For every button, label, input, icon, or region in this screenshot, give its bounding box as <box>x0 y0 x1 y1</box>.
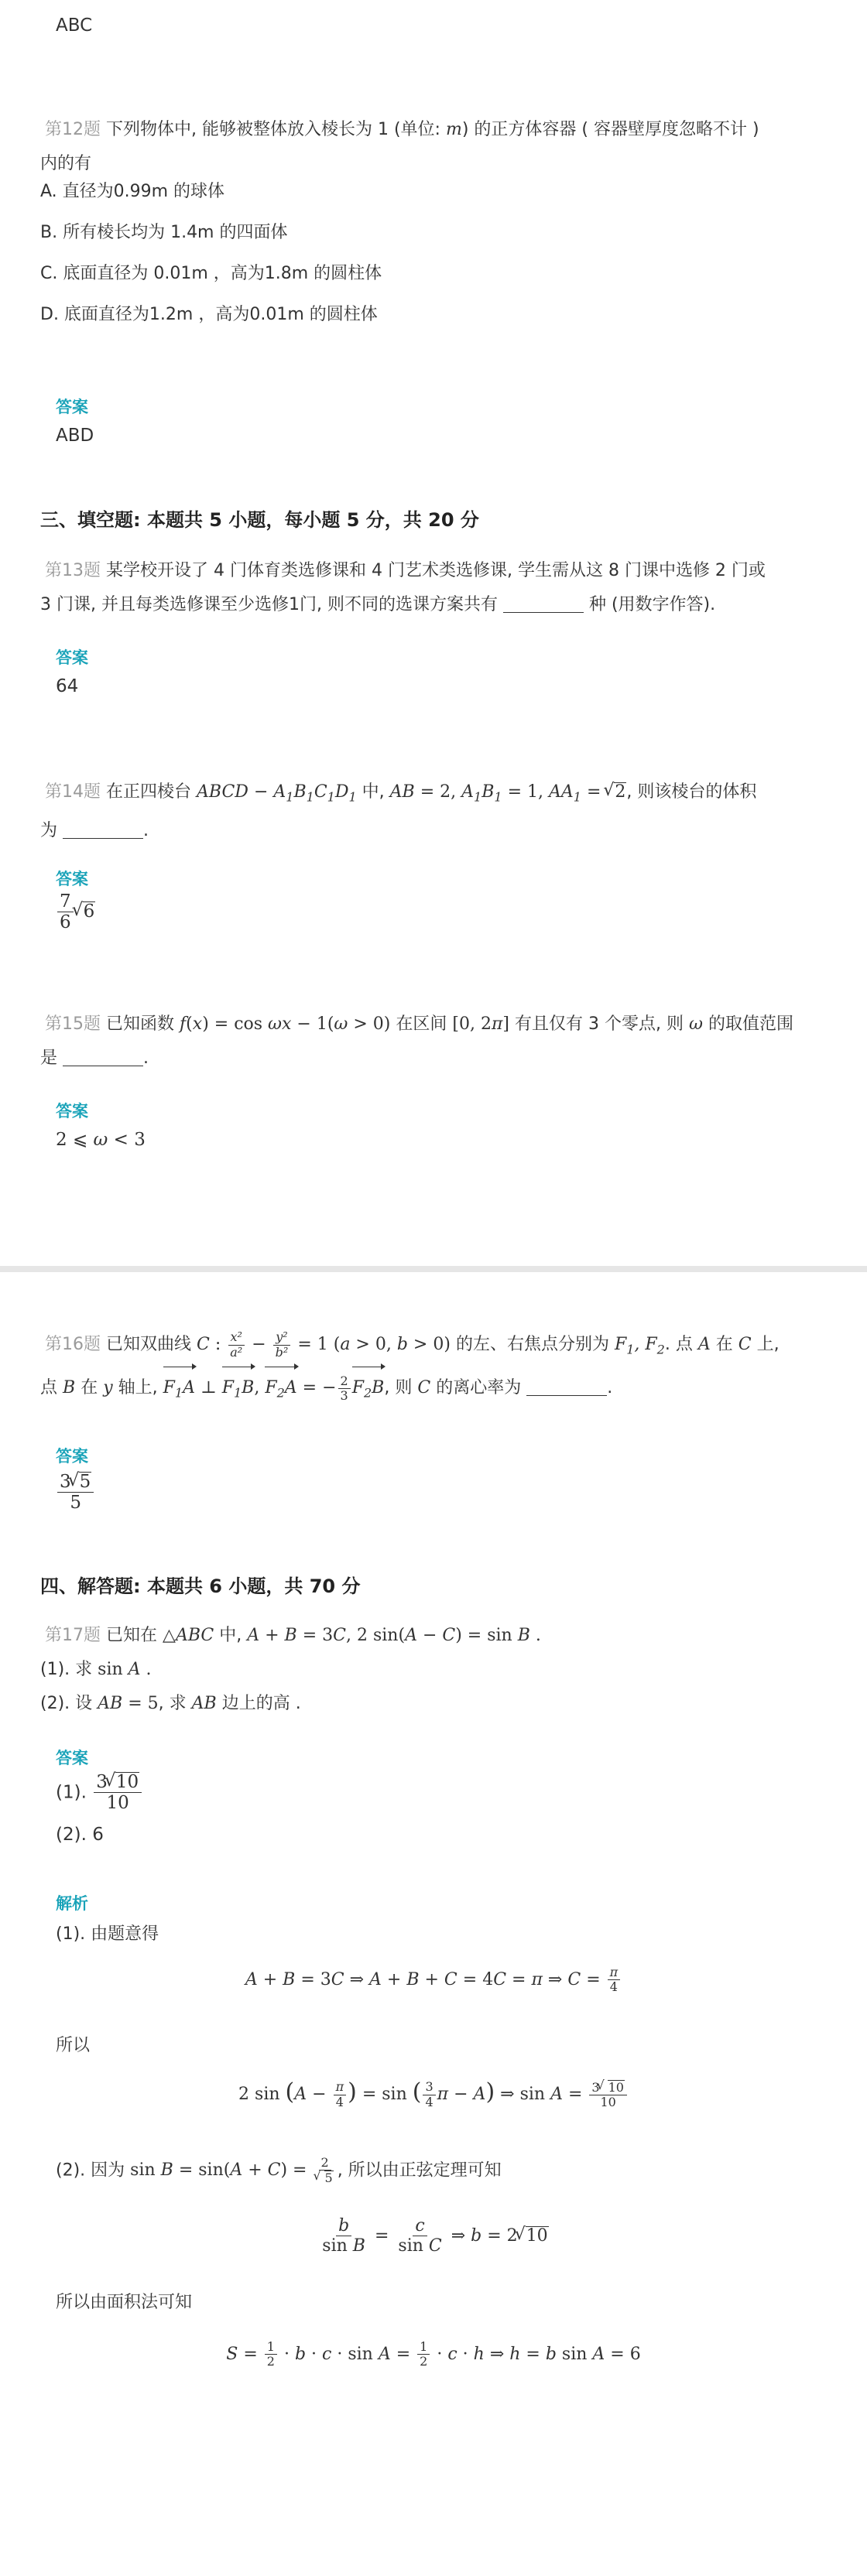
answer-label: 答案 <box>56 1749 88 1767</box>
question-15: 第15题 已知函数 f(x) = cos ωx − 1(ω > 0) 在区间 [0, 2π] 有且仅有 3 个零点, 则 ω 的取值范围 是 . <box>40 1014 793 1068</box>
analysis-step-4: 所以由面积法可知 <box>56 2293 193 2312</box>
answer-part-1: (1). $\frac{3√ 10}{10}$ <box>56 1772 143 1814</box>
answer-value: ABD <box>56 426 94 446</box>
question-number: 第12题 <box>45 120 101 139</box>
math-expression: AB = 2, $A_1B_1 = 1$, $AA_1$ = √ 2 <box>390 782 627 802</box>
analysis-label: 解析 <box>56 1894 88 1913</box>
answer-label: 答案 <box>56 398 88 416</box>
analysis-step-1: (1). 由题意得 <box>56 1924 159 1944</box>
analysis-step-3: (2). 因为 sin B = sin(A + C) = 2 √ 5 , 所以由正弦定理可知 <box>56 2156 502 2186</box>
answer-label: 答案 <box>56 1447 88 1466</box>
section-heading: 四、解答题: 本题共 6 小题，共 70 分 <box>40 1575 361 1597</box>
question-12: 第12题 下列物体中, 能够被整体放入棱长为 1 (单位: m) 的正方体容器 ( 容器壁厚度忽略不计 ) 内的有 <box>40 120 759 173</box>
answer-value: 2 ⩽ ω < 3 <box>56 1130 146 1150</box>
math-expression: △ABC <box>163 1626 214 1645</box>
math-expression: $F_1A$ ⊥ $F_1B$, $F_2A$ = − $\frac{2}{3}$ $F_2B$ <box>163 1378 385 1397</box>
math-expression: ABCD − $A_1B_1C_1D_1$ <box>197 782 357 805</box>
equation-2: 2 sin (A − $\frac{\pi}{4}$ ) = sin ( $\frac{3}{4}$ π − A) ⇒ sin A = $\frac{3√ 10}{10}$ <box>0 2078 867 2109</box>
section-heading: 三、填空题: 本题共 5 小题，每小题 5 分，共 20 分 <box>40 509 479 531</box>
question-number: 第15题 <box>45 1014 101 1034</box>
option-a: A. 直径为0.99m 的球体 <box>40 182 225 201</box>
question-16: 第16题 已知双曲线 C : $\frac{\text{x²}}{\text{a²}}$ − $\frac{\text{y²}}{\text{b²}}$ = 1 (a > 0, b > 0) 的左、右焦点分别为 $F_1$, $F_2$. 点 A 在 C 上, 点 B 在 y 轴上, $F_1A$ ⊥ $F_1B$, $F_2A$ = − $\frac{2}{3}$ $F_2B$, 则 C 的离心率为 . <box>40 1328 861 1411</box>
answer-value: $\frac{3√ 5}{5}$ <box>56 1472 95 1514</box>
answer-blank <box>526 1381 607 1396</box>
answer-blank <box>503 598 584 613</box>
math-expression: [0, 2π] <box>452 1014 510 1034</box>
answer-blank <box>63 824 143 839</box>
divider <box>0 1266 867 1272</box>
equation-4: S = $\frac{1}{2}$ · b · c · sin A = $\frac{1}{2}$ · c · h ⇒ h = b sin A = 6 <box>226 2339 641 2369</box>
question-number: 第17题 <box>45 1626 101 1645</box>
answer-part-2: (2). 6 <box>56 1825 104 1845</box>
prev-answer: ABC <box>56 15 93 36</box>
math-expression: f(x) = cos ωx − 1(ω > 0) <box>180 1014 391 1034</box>
option-b: B. 所有棱长均为 1.4m 的四面体 <box>40 223 288 242</box>
question-17: 第17题 已知在 △ABC 中, A + B = 3C, 2 sin(A − C) = sin B . (1). 求 sin A . (2). 设 AB = 5, 求 AB 边上的高 . <box>40 1626 541 1713</box>
equation-3: $\frac{b}{\text{sin B}}$ = $\frac{c}{\text{sin C}}$ ⇒ b = 2√ 10 <box>0 2216 867 2256</box>
question-14: 第14题 在正四棱台 ABCD − $A_1B_1C_1D_1$ 中, AB = 2, $A_1B_1 = 1$, $AA_1$ = √ 2, 则该棱台的体积 为 . <box>40 775 853 848</box>
option-c: C. 底面直径为 0.01m ，高为1.8m 的圆柱体 <box>40 264 382 283</box>
answer-value: 64 <box>56 676 79 696</box>
answer-label: 答案 <box>56 648 88 667</box>
math-expression: A + B = 3C, 2 sin(A − C) = sin B . <box>247 1626 541 1645</box>
analysis-step-2: 所以 <box>56 2036 91 2055</box>
math-expression: C : $\frac{\text{x²}}{\text{a²}}$ − $\frac{\text{y²}}{\text{b²}}$ = 1 (a > 0, b > 0) <box>197 1329 451 1360</box>
option-d: D. 底面直径为1.2m ，高为0.01m 的圆柱体 <box>40 305 378 324</box>
answer-value: $\frac{7}{6}$ √ 6 <box>56 891 95 933</box>
answer-label: 答案 <box>56 870 88 888</box>
equation-1: A + B = 3C ⇒ A + B + C = 4C = π ⇒ C = $\frac{\pi}{4}$ <box>0 1965 867 1995</box>
question-number: 第13题 <box>45 561 101 580</box>
question-13: 第13题 某学校开设了 4 门体育类选修课和 4 门艺术类选修课, 学生需从这 8 门课中选修 2 门或 3 门课, 并且每类选修课至少选修1门, 则不同的选课方案共有 种 (用数字作答). <box>40 561 766 614</box>
question-number: 第16题 <box>45 1335 101 1354</box>
answer-label: 答案 <box>56 1102 88 1120</box>
answer-blank <box>63 1052 143 1066</box>
question-number: 第14题 <box>45 782 101 802</box>
